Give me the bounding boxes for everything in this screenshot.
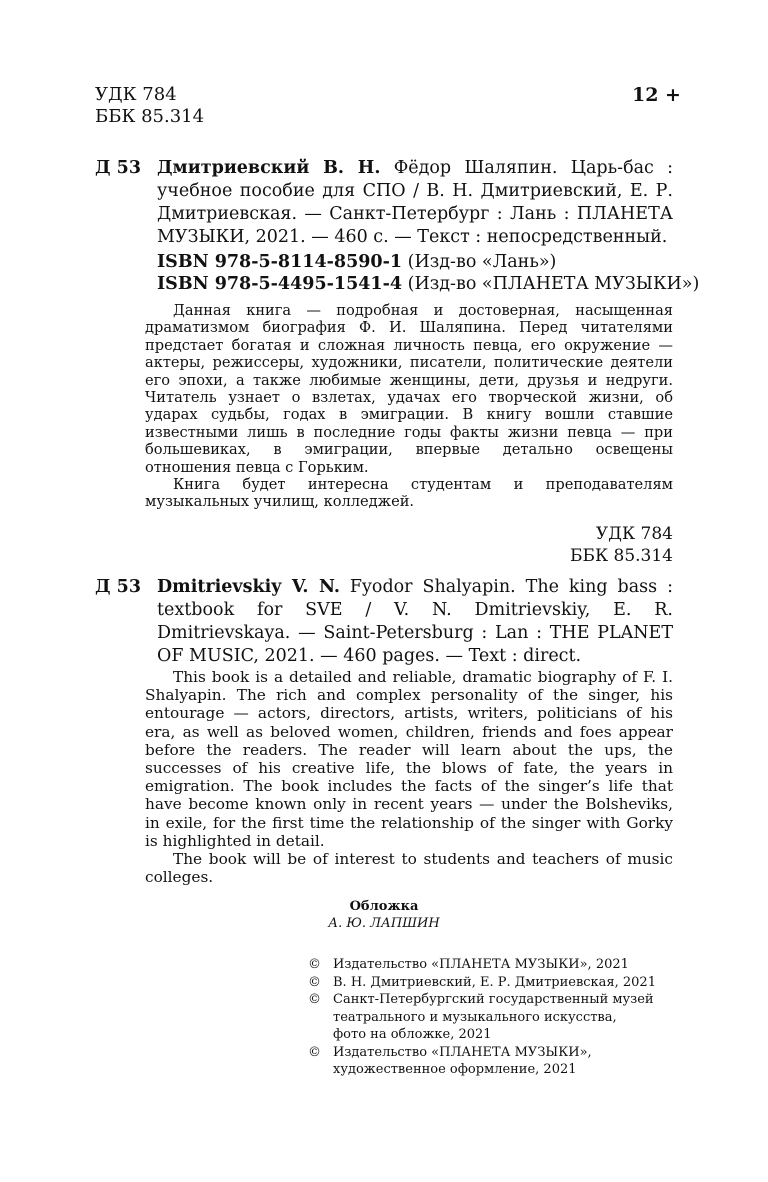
udk-code: УДК 784 xyxy=(95,84,177,105)
isbn-publisher: (Изд-во «Лань») xyxy=(407,252,557,272)
copyright-line: художественное оформление, 2021 xyxy=(333,1062,577,1077)
isbn-number: ISBN 978-5-8114-8590-1 xyxy=(157,252,403,272)
copyright-line: фото на обложке, 2021 xyxy=(333,1027,492,1042)
en-author: Dmitrievskiy V. N. xyxy=(157,577,340,597)
copyright-entry xyxy=(308,974,656,992)
age-rating: 12 + xyxy=(632,84,681,106)
copyright-block xyxy=(308,956,656,1079)
ru-author: Дмитриевский В. Н. xyxy=(157,158,381,178)
copyright-line: Издательство «ПЛАНЕТА МУЗЫКИ», xyxy=(333,1044,592,1060)
header-classification xyxy=(95,84,204,128)
en-title-info: Fyodor Shalyapin. The king bass : textbook for SVE / V. N. Dmitrievskiy, E. R. Dmitrievskaya. — Saint-Petersburg : Lan : THE PLANET OF MUSIC, 2021. — 460 pages. — Text : direct. xyxy=(157,577,673,666)
isbn-row xyxy=(157,273,699,295)
cover-label: Обложка xyxy=(349,899,419,914)
copyright-entry xyxy=(308,956,656,974)
en-annotation xyxy=(145,668,673,886)
bbk-code: ББК 85.314 xyxy=(569,546,673,566)
isbn-row xyxy=(157,251,699,273)
author-sign: Д 53 xyxy=(95,577,142,597)
copyright-line: Санкт-Петербургский государственный музей xyxy=(333,992,654,1007)
copyright-line: театрального и музыкального искусства, xyxy=(333,1009,617,1025)
annotation-paragraph: Книга будет интересна студентам и преподавателям музыкальных училищ, колледжей. xyxy=(145,476,673,511)
copyright-entry xyxy=(308,1044,656,1079)
annotation-paragraph: The book will be of interest to students and teachers of music colleges. xyxy=(145,850,673,887)
cover-credit xyxy=(0,898,768,932)
ru-description xyxy=(157,157,673,249)
ru-title-info: Фёдор Шаляпин. Царь-бас : учебное пособие для СПО / В. Н. Дмитриевский, Е. Р. Дмитриевская. — Санкт-Петербург : Лань : ПЛАНЕТА МУЗЫКИ, 2021. — 460 с. — Текст : непосредственный. xyxy=(157,158,673,247)
copyright-line: Издательство «ПЛАНЕТА МУЗЫКИ», 2021 xyxy=(333,957,629,972)
copyright-icon: © xyxy=(308,957,321,972)
author-sign: Д 53 xyxy=(95,158,142,178)
en-description xyxy=(157,576,673,668)
annotation-paragraph: This book is a detailed and reliable, dramatic biography of F. I. Shalyapin. The rich and complex personality of the singer, his entourage — actors, directors, artists, writers, politicians of his era, as well as beloved women, children, friends and foes appear before the readers. The reader will learn about the ups, the successes of his creative life, the blows of fate, the years in emigration. The book includes the facts of the singer’s life that have become known only in recent years — under the Bolsheviks, in exile, for the first time the relationship of the singer with Gorky is highlighted in detail. xyxy=(145,668,673,850)
copyright-icon: © xyxy=(308,992,321,1007)
copyright-line: В. Н. Дмитриевский, Е. Р. Дмитриевская, 2021 xyxy=(333,974,656,990)
isbn-list xyxy=(157,251,699,295)
isbn-number: ISBN 978-5-4495-1541-4 xyxy=(157,274,403,294)
copyright-entry xyxy=(308,991,656,1044)
en-bibliographic-entry xyxy=(95,576,673,668)
ru-annotation xyxy=(145,302,673,511)
cover-artist: А. Ю. ЛАПШИН xyxy=(328,916,440,931)
ru-classification xyxy=(570,523,673,567)
udk-code: УДК 784 xyxy=(595,524,673,544)
copyright-icon: © xyxy=(308,974,321,990)
isbn-publisher: (Изд-во «ПЛАНЕТА МУЗЫКИ») xyxy=(407,274,700,294)
copyright-icon: © xyxy=(308,1044,321,1060)
annotation-paragraph: Данная книга — подробная и достоверная, насыщенная драматизмом биография Ф. И. Шаляпина. Перед читателями предстает богатая и сложная личность певца, его окружение — актеры, режиссеры, художники, писатели, политические деятели его эпохи, а также любимые женщины, дети, друзья и недруги. Читатель узнает о взлетах, удачах его творческой жизни, об ударах судьбы, годах в эмиграции. В книгу вошли ставшие известными лишь в последние годы факты жизни певца — при большевиках, в эмиграции, впервые детально освещены отношения певца с Горьким. xyxy=(145,302,673,476)
bbk-code: ББК 85.314 xyxy=(95,106,205,127)
ru-bibliographic-entry xyxy=(95,157,673,249)
